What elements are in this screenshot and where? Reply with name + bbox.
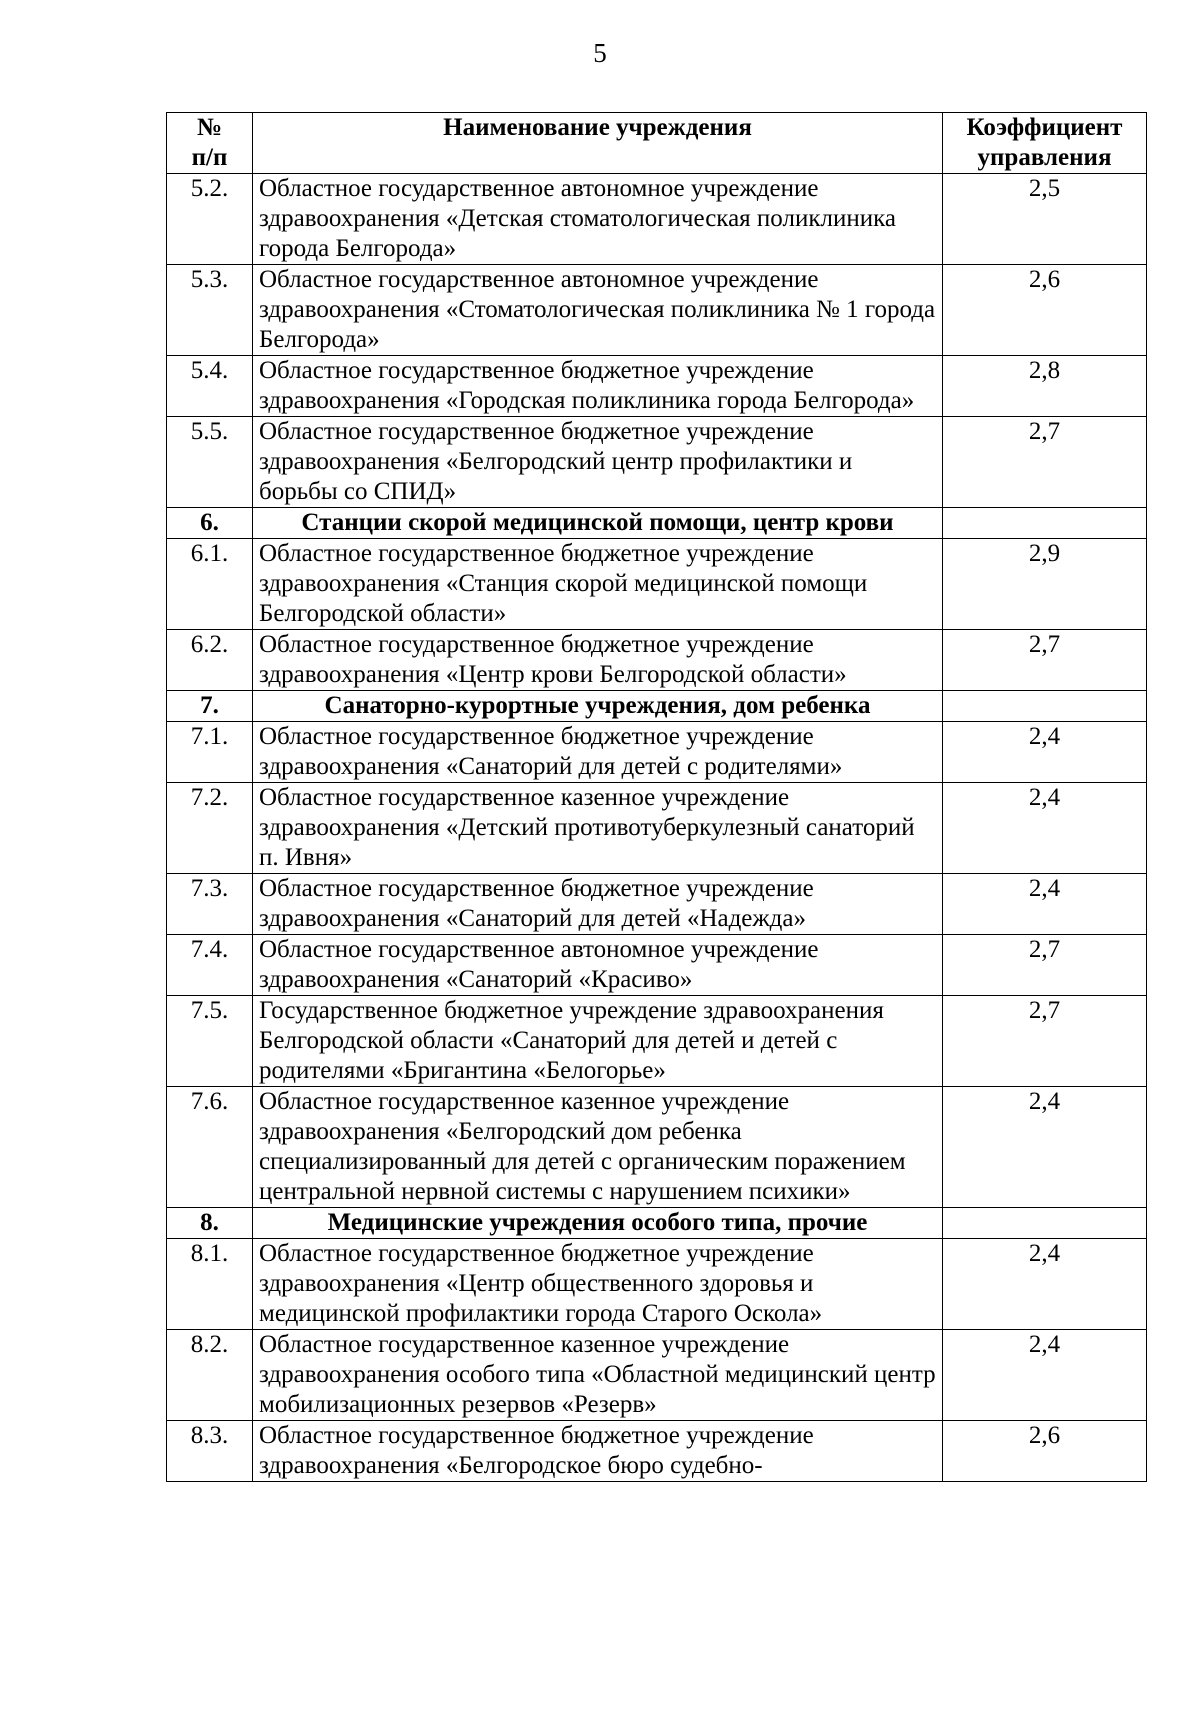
institution-name: Областное государственное автономное учреждение здравоохранения «Санаторий «Красиво» — [253, 935, 943, 996]
institution-name: Областное государственное казенное учреждение здравоохранения «Белгородский дом ребенка специализированный для детей с органическим поражением центральной нервной системы с нарушением психики» — [253, 1087, 943, 1208]
table-row — [167, 1330, 1147, 1421]
section-title: Медицинские учреждения особого типа, прочие — [253, 1208, 943, 1239]
section-title: Станции скорой медицинской помощи, центр крови — [253, 508, 943, 539]
institution-name: Областное государственное бюджетное учреждение здравоохранения «Центр крови Белгородской области» — [253, 630, 943, 691]
management-coefficient: 2,5 — [943, 174, 1147, 265]
section-row — [167, 1208, 1147, 1239]
row-number: 6. — [167, 508, 253, 539]
section-row — [167, 691, 1147, 722]
institution-name: Областное государственное бюджетное учреждение здравоохранения «Центр общественного здоровья и медицинской профилактики города Старого Оскола» — [253, 1239, 943, 1330]
section-title: Санаторно-курортные учреждения, дом ребенка — [253, 691, 943, 722]
institutions-table — [166, 112, 1147, 1482]
management-coefficient: 2,4 — [943, 783, 1147, 874]
row-number: 8. — [167, 1208, 253, 1239]
table-row — [167, 630, 1147, 691]
management-coefficient: 2,6 — [943, 265, 1147, 356]
row-number: 7.6. — [167, 1087, 253, 1208]
row-number: 8.1. — [167, 1239, 253, 1330]
row-number: 7.5. — [167, 996, 253, 1087]
institution-name: Областное государственное автономное учреждение здравоохранения «Детская стоматологическая поликлиника города Белгорода» — [253, 174, 943, 265]
management-coefficient: 2,7 — [943, 996, 1147, 1087]
table-row — [167, 417, 1147, 508]
management-coefficient: 2,4 — [943, 1330, 1147, 1421]
row-number: 5.5. — [167, 417, 253, 508]
management-coefficient: 2,7 — [943, 935, 1147, 996]
management-coefficient: 2,6 — [943, 1421, 1147, 1482]
row-number: 8.2. — [167, 1330, 253, 1421]
table-row — [167, 996, 1147, 1087]
table-row — [167, 539, 1147, 630]
row-number: 7.2. — [167, 783, 253, 874]
header-name: Наименование учреждения — [253, 113, 943, 174]
management-coefficient: 2,7 — [943, 630, 1147, 691]
row-number: 7.3. — [167, 874, 253, 935]
management-coefficient — [943, 1208, 1147, 1239]
management-coefficient — [943, 691, 1147, 722]
management-coefficient: 2,9 — [943, 539, 1147, 630]
management-coefficient: 2,4 — [943, 1239, 1147, 1330]
table-body — [167, 174, 1147, 1482]
table-row — [167, 935, 1147, 996]
page-number: 5 — [593, 38, 607, 68]
row-number: 6.2. — [167, 630, 253, 691]
table-row — [167, 1421, 1147, 1482]
header-coef: Коэффициент управления — [943, 113, 1147, 174]
management-coefficient: 2,4 — [943, 874, 1147, 935]
institution-name: Областное государственное бюджетное учреждение здравоохранения «Белгородское бюро судебно- — [253, 1421, 943, 1482]
row-number: 5.4. — [167, 356, 253, 417]
row-number: 8.3. — [167, 1421, 253, 1482]
management-coefficient: 2,7 — [943, 417, 1147, 508]
table-row — [167, 1239, 1147, 1330]
management-coefficient: 2,4 — [943, 722, 1147, 783]
row-number: 6.1. — [167, 539, 253, 630]
institution-name: Областное государственное казенное учреждение здравоохранения «Детский противотуберкулезный санаторий п. Ивня» — [253, 783, 943, 874]
table-row — [167, 1087, 1147, 1208]
institution-name: Государственное бюджетное учреждение здравоохранения Белгородской области «Санаторий для детей и детей с родителями «Бригантина «Белогорье» — [253, 996, 943, 1087]
table-row — [167, 722, 1147, 783]
header-num: № п/п — [167, 113, 253, 174]
row-number: 7.1. — [167, 722, 253, 783]
table-row — [167, 356, 1147, 417]
management-coefficient — [943, 508, 1147, 539]
management-coefficient: 2,8 — [943, 356, 1147, 417]
institution-name: Областное государственное бюджетное учреждение здравоохранения «Станция скорой медицинской помощи Белгородской области» — [253, 539, 943, 630]
institution-name: Областное государственное бюджетное учреждение здравоохранения «Белгородский центр профилактики и борьбы со СПИД» — [253, 417, 943, 508]
institution-name: Областное государственное бюджетное учреждение здравоохранения «Городская поликлиника города Белгорода» — [253, 356, 943, 417]
management-coefficient: 2,4 — [943, 1087, 1147, 1208]
institution-name: Областное государственное бюджетное учреждение здравоохранения «Санаторий для детей с родителями» — [253, 722, 943, 783]
institution-name: Областное государственное казенное учреждение здравоохранения особого типа «Областной медицинский центр мобилизационных резервов «Резерв» — [253, 1330, 943, 1421]
institution-name: Областное государственное бюджетное учреждение здравоохранения «Санаторий для детей «Надежда» — [253, 874, 943, 935]
table-row — [167, 174, 1147, 265]
table-header-row — [167, 113, 1147, 174]
row-number: 5.3. — [167, 265, 253, 356]
table-row — [167, 874, 1147, 935]
row-number: 7.4. — [167, 935, 253, 996]
row-number: 7. — [167, 691, 253, 722]
section-row — [167, 508, 1147, 539]
row-number: 5.2. — [167, 174, 253, 265]
table-row — [167, 783, 1147, 874]
table-row — [167, 265, 1147, 356]
institution-name: Областное государственное автономное учреждение здравоохранения «Стоматологическая поликлиника № 1 города Белгорода» — [253, 265, 943, 356]
